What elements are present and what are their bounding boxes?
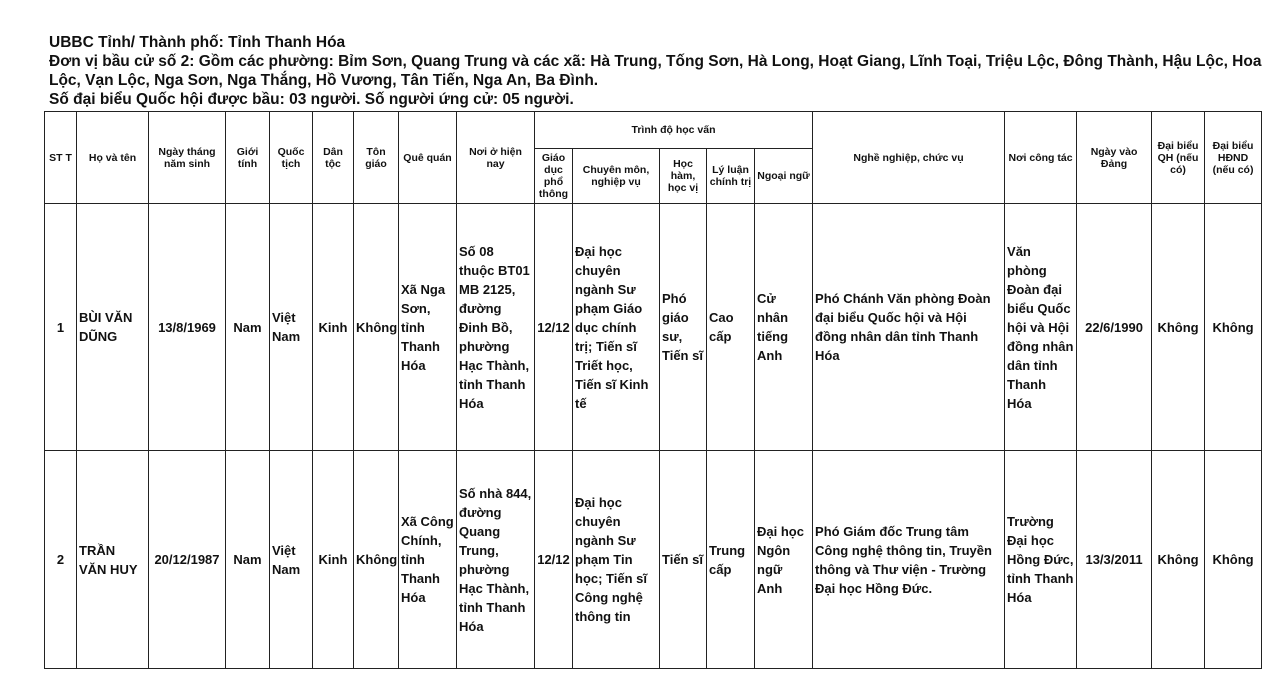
cell-party-date: 22/6/1990 bbox=[1077, 204, 1152, 451]
cell-workplace: Trường Đại học Hồng Đức, tỉnh Thanh Hóa bbox=[1005, 451, 1077, 669]
cell-dob: 20/12/1987 bbox=[149, 451, 226, 669]
electoral-unit-line: Đơn vị bầu cử số 2: Gồm các phường: Bỉm Sơn, Quang Trung và các xã: Hà Trung, Tống Sơn, Hà Long, Hoạt Giang, Lĩnh Toại, Triệu Lộc, Đông Thành, Hậu Lộc, Hoa Lộc, Vạn Lộc, Nga Sơn, Nga Thắng, Hồ Vương, Tân Tiến, Nga An, Ba Đình. bbox=[49, 53, 1262, 89]
cell-residence: Số nhà 844, đường Quang Trung, phường Hạc Thành, tỉnh Thanh Hóa bbox=[457, 451, 535, 669]
cell-religion: Không bbox=[354, 204, 399, 451]
col-header-specialty: Chuyên môn, nghiệp vụ bbox=[573, 149, 660, 204]
candidate-table bbox=[44, 111, 1262, 669]
cell-name: TRẦN VĂN HUY bbox=[77, 451, 149, 669]
cell-general-edu: 12/12 bbox=[535, 204, 573, 451]
cell-degree: Tiến sĩ bbox=[660, 451, 707, 669]
table-row bbox=[45, 451, 1262, 669]
col-header-council-delegate: Đại biểu HĐND (nếu có) bbox=[1205, 112, 1262, 204]
cell-hometown: Xã Nga Sơn, tỉnh Thanh Hóa bbox=[399, 204, 457, 451]
col-header-degree: Học hàm, học vị bbox=[660, 149, 707, 204]
cell-language: Cử nhân tiếng Anh bbox=[755, 204, 813, 451]
cell-specialty: Đại học chuyên ngành Sư phạm Tin học; Tiến sĩ Công nghệ thông tin bbox=[573, 451, 660, 669]
cell-na-delegate: Không bbox=[1152, 451, 1205, 669]
cell-occupation: Phó Giám đốc Trung tâm Công nghệ thông tin, Truyền thông và Thư viện - Trường Đại học Hồng Đức. bbox=[813, 451, 1005, 669]
cell-council-delegate: Không bbox=[1205, 451, 1262, 669]
col-header-occupation: Nghề nghiệp, chức vụ bbox=[813, 112, 1005, 204]
col-header-na-delegate: Đại biểu QH (nếu có) bbox=[1152, 112, 1205, 204]
col-header-gender: Giới tính bbox=[226, 112, 270, 204]
cell-general-edu: 12/12 bbox=[535, 451, 573, 669]
col-header-language: Ngoại ngữ bbox=[755, 149, 813, 204]
header-row-1 bbox=[45, 112, 1262, 149]
cell-religion: Không bbox=[354, 451, 399, 669]
col-header-hometown: Quê quán bbox=[399, 112, 457, 204]
cell-gender: Nam bbox=[226, 204, 270, 451]
cell-ethnicity: Kinh bbox=[313, 204, 354, 451]
cell-council-delegate: Không bbox=[1205, 204, 1262, 451]
cell-degree: Phó giáo sư, Tiến sĩ bbox=[660, 204, 707, 451]
cell-stt: 2 bbox=[45, 451, 77, 669]
cell-hometown: Xã Công Chính, tỉnh Thanh Hóa bbox=[399, 451, 457, 669]
cell-language: Đại học Ngôn ngữ Anh bbox=[755, 451, 813, 669]
cell-gender: Nam bbox=[226, 451, 270, 669]
cell-occupation: Phó Chánh Văn phòng Đoàn đại biểu Quốc hội và Hội đồng nhân dân tỉnh Thanh Hóa bbox=[813, 204, 1005, 451]
col-header-ethnicity: Dân tộc bbox=[313, 112, 354, 204]
cell-name: BÙI VĂN DŨNG bbox=[77, 204, 149, 451]
cell-na-delegate: Không bbox=[1152, 204, 1205, 451]
cell-party-date: 13/3/2011 bbox=[1077, 451, 1152, 669]
col-header-residence: Nơi ở hiện nay bbox=[457, 112, 535, 204]
cell-specialty: Đại học chuyên ngành Sư phạm Giáo dục chính trị; Tiến sĩ Triết học, Tiến sĩ Kinh tế bbox=[573, 204, 660, 451]
cell-nationality: Việt Nam bbox=[270, 204, 313, 451]
col-header-stt: ST T bbox=[45, 112, 77, 204]
electoral-committee-line: UBBC Tỉnh/ Thành phố: Tỉnh Thanh Hóa bbox=[49, 34, 346, 51]
col-header-nationality: Quốc tịch bbox=[270, 112, 313, 204]
document-header bbox=[49, 33, 1264, 109]
table-row bbox=[45, 204, 1262, 451]
delegate-count-line: Số đại biểu Quốc hội được bầu: 03 người. Số người ứng cử: 05 người. bbox=[49, 91, 574, 108]
cell-nationality: Việt Nam bbox=[270, 451, 313, 669]
col-header-general-edu: Giáo dục phổ thông bbox=[535, 149, 573, 204]
col-header-political: Lý luận chính trị bbox=[707, 149, 755, 204]
col-header-dob: Ngày tháng năm sinh bbox=[149, 112, 226, 204]
cell-ethnicity: Kinh bbox=[313, 451, 354, 669]
col-header-workplace: Nơi công tác bbox=[1005, 112, 1077, 204]
col-header-education-group: Trình độ học vấn bbox=[535, 112, 813, 149]
cell-political: Cao cấp bbox=[707, 204, 755, 451]
cell-stt: 1 bbox=[45, 204, 77, 451]
col-header-religion: Tôn giáo bbox=[354, 112, 399, 204]
col-header-name: Họ và tên bbox=[77, 112, 149, 204]
cell-political: Trung cấp bbox=[707, 451, 755, 669]
cell-workplace: Văn phòng Đoàn đại biểu Quốc hội và Hội đồng nhân dân tỉnh Thanh Hóa bbox=[1005, 204, 1077, 451]
col-header-party-date: Ngày vào Đảng bbox=[1077, 112, 1152, 204]
cell-dob: 13/8/1969 bbox=[149, 204, 226, 451]
cell-residence: Số 08 thuộc BT01 MB 2125, đường Đinh Bồ, phường Hạc Thành, tỉnh Thanh Hóa bbox=[457, 204, 535, 451]
